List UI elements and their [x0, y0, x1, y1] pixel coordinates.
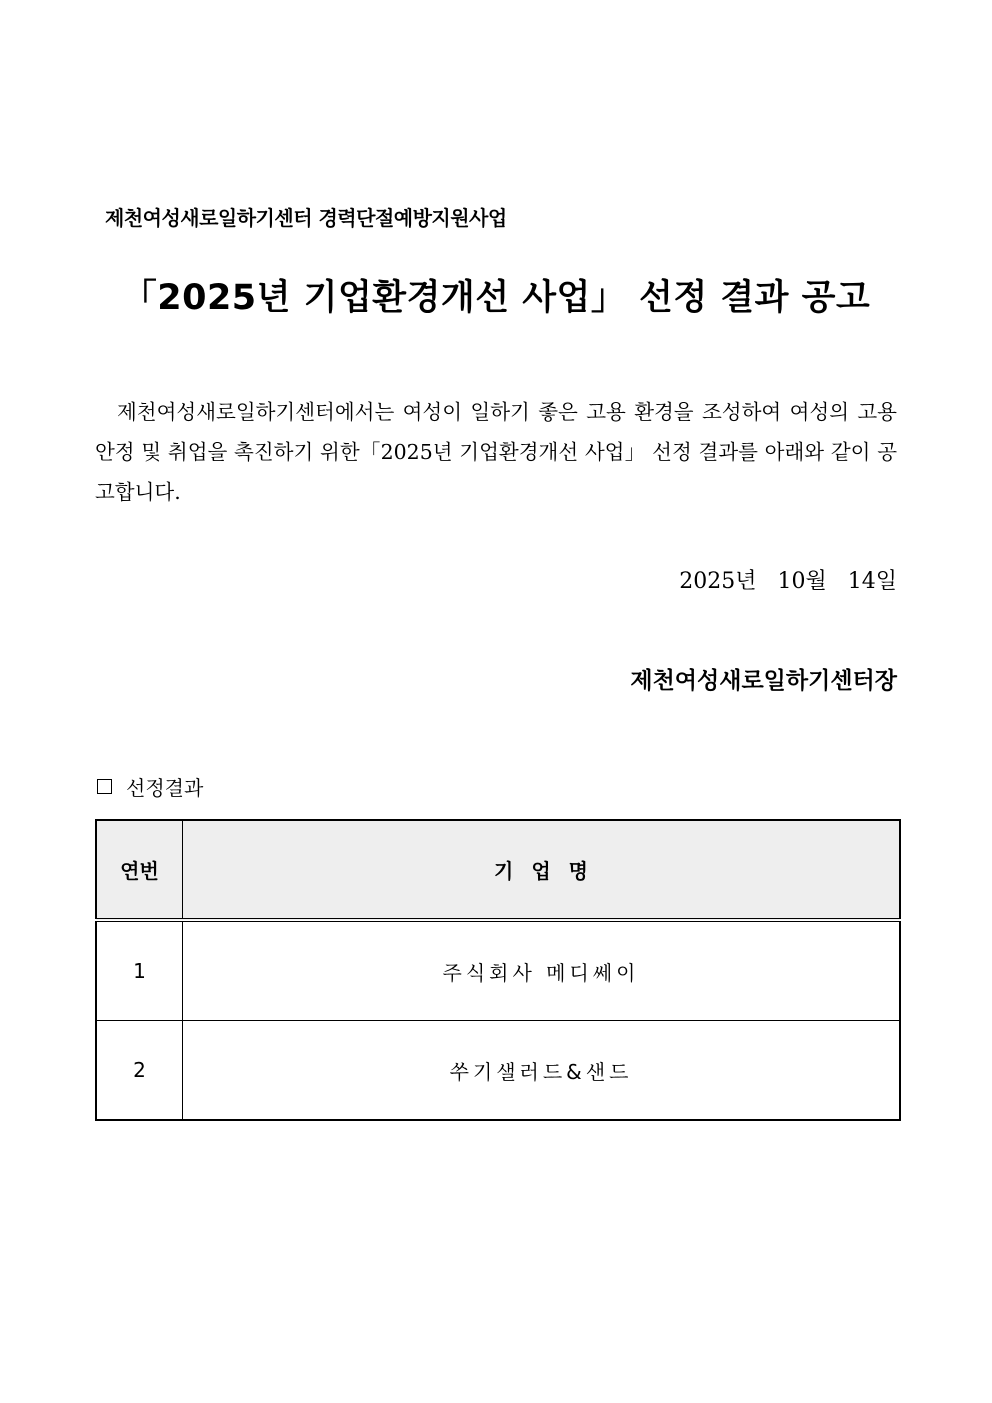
- program-header: 제천여성새로일하기센터 경력단절예방지원사업: [105, 206, 507, 230]
- company-name: 주식회사 메디쎄이: [183, 920, 901, 1021]
- column-header-number: 연번: [96, 820, 183, 920]
- notice-body-text: 제천여성새로일하기센터에서는 여성이 일하기 좋은 고용 환경을 조성하여 여성의 고용안정 및 취업을 촉진하기 위한「2025년 기업환경개선 사업」 선정 결과를 아래와 같이 공고합니다.: [95, 400, 897, 504]
- company-name: 쑤기샐러드&샌드: [183, 1021, 901, 1121]
- column-header-company: 기업명: [183, 820, 901, 920]
- row-number: 2: [96, 1021, 183, 1121]
- result-table: [95, 819, 901, 1121]
- section-label-text: 선정결과: [126, 776, 204, 800]
- notice-title: 「2025년 기업환경개선 사업」 선정 결과 공고: [121, 278, 871, 318]
- row-number: 1: [96, 920, 183, 1021]
- notice-signer: 제천여성새로일하기센터장: [630, 667, 897, 694]
- table-row: [96, 1021, 900, 1121]
- square-outline-icon: [97, 779, 112, 794]
- table-header-row: [96, 820, 900, 920]
- notice-date: 2025년 10월 14일: [679, 569, 897, 594]
- table-row: [96, 920, 900, 1021]
- section-label: [97, 772, 203, 801]
- notice-body: [95, 392, 897, 512]
